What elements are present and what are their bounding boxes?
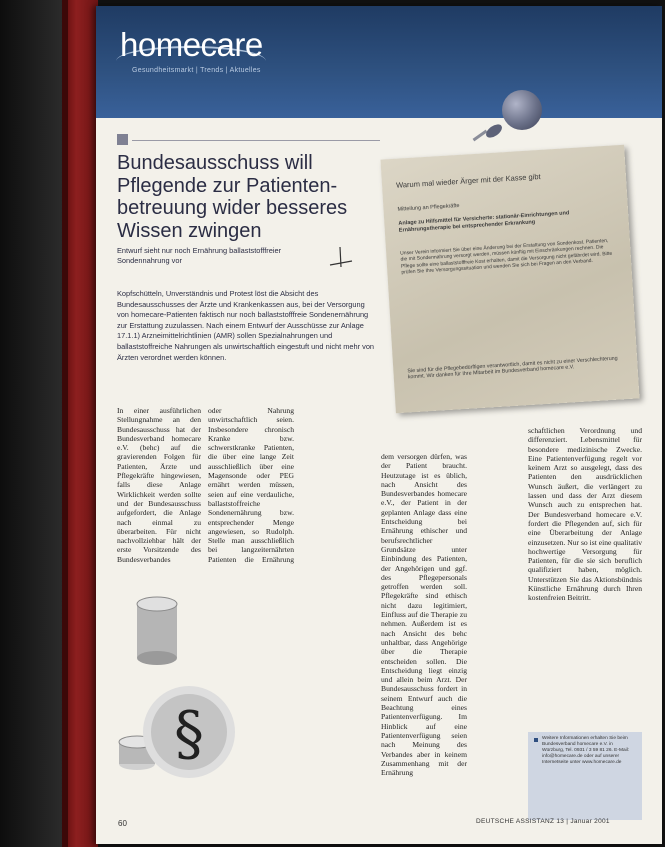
info-box-marker	[534, 738, 538, 742]
header-banner	[96, 6, 662, 118]
article-intro: Kopfschütteln, Unverständnis und Protest löst die Absicht des Bundesausschusses der Ärzte und Krankenkassen aus, bei der Versorgung von homecare-Patienten faktisch nur noch ballaststofffreie Sondenernährung zur Erstattung zuzulassen. Nach einem Entwurf der Ausschüsse zur Anlage 17.1.1) Arzneimittelrichtlinien (AMR) sollen Spezialnahrungen und ballaststoffreiche Nahrungen als unwirtschaftlich eingestuft und nicht mehr von Ärzten verordnet werden können.	[117, 289, 375, 362]
note-text: Unser Verein informiert Sie über eine Änderung bei der Erstattung von Sondenkost. Patienten, die mit Sondennahrung versorgt werden, müssen künftig mit Einschränkungen rechnen. Die Pflege sollte eine ballaststofffreie Kost erhalten, damit die Versorgung nicht gefährdet wird. Bitte prüfen Sie Ihre Versorgungssituation und wenden Sie sich bei Fragen an den Verband.	[400, 237, 613, 276]
homecare-logo: homecare	[120, 26, 263, 63]
section-rule	[132, 140, 380, 141]
journal-footer: DEUTSCHE ASSISTANZ 13 | Januar 2001	[476, 818, 610, 825]
note-title: Warum mal wieder Ärger mit der Kasse gibt	[395, 171, 541, 190]
note-small: Mitteilung an Pflegekräfte	[397, 202, 460, 213]
article-subtitle: Entwurf sieht nur noch Ernährung ballaststofffreier Sondennahrung vor	[117, 246, 282, 265]
coins-paragraph-illustration	[117, 564, 303, 814]
signature-mark	[328, 245, 354, 269]
svg-text:§: §	[174, 699, 204, 769]
body-column-1: In einer ausführlichen Stellungnahme an den Bundesausschuss hat der Bundesverband homecare e.V. (behc) auf die gravierenden Folgen für Patienten, Ärzte und Pflegekräfte hingewiesen, falls diese Anlage Wirklichkeit werden sollte und der Bundesausschuss aufgefordert, die Anlage nach einmal zu überarbeiten. Für nicht nachvollziehbar hält der erste Vorsitzende des Bundesverbandes	[117, 406, 201, 564]
pinned-note	[380, 145, 639, 413]
header-tagline: Gesundheitsmarkt | Trends | Aktuelles	[132, 67, 261, 74]
note-footer: Sie sind für die Pflegebedürftigen verantwortlich, damit es nicht zu einer Verschlechterung kommt. Wir danken für Ihre Mitarbeit im Bundesverband homecare e.V.	[407, 355, 618, 381]
section-marker	[117, 134, 128, 145]
page-number: 60	[118, 819, 127, 828]
info-box	[528, 732, 642, 820]
magazine-page	[96, 6, 662, 844]
body-column-3: dem versorgen dürfen, was der Patient braucht. Heutzutage ist es üblich, nach Ansicht des Bundesverbandes homecare e.V., der Patient in der geplanten Anlage dass eine Entscheidung bei Ernährung ethischer und berufsrechtlicher Grundsätze unter Einbindung des Patienten, der Angehörigen und ggf. des Pflegepersonals getroffen werden soll. Pflegekräfte sind ethisch nicht dazu legitimiert, Einfluss auf die Therapie zu nehmen. Außerdem ist es nach Ansicht des behc unhaltbar, dass Angehörige über die Therapie entscheiden sollen. Die Entscheidung liegt einzig und allein beim Arzt. Der Bundesausschuss fordert in seinem Entwurf auch die Beachtung eines Patientenverfügung. Im Hinblick auf eine Patientenverfügung seien nach Meinung des Verbandes aber in keinem Zusammenhang mit der Ernährung	[381, 452, 467, 778]
body-column-4: schaftlichen Verordnung und differenziert. Lebensmittel für besondere medizinische Zwecke. Eine Patientenverfügung regelt vor keinem Arzt so ausgelegt, dass des Patienten den ausdrücklichen Wunsch äußert, die verlängert zu lassen und dass der Arzt diesem Wunsch auch zu entsprechen hat. Der Bundesverband homecare e.V. fordert die Pflegenden auf, sich für eine Überarbeitung der Anlage einzusetzen. Nur so ist eine qualitativ hochwertige Versorgung für Patienten, für die sie sich beruflich qualifiziert haben, möglich. Unterstützen Sie das Aktionsbündnis Künstliche Ernährung durch Ihren kostenfreien Beitritt.	[528, 426, 642, 603]
body-column-2: oder Nahrung unwirtschaftlich seien. Insbesondere chronisch Kranke bzw. schwerstkranke Patienten, die über eine lange Zeit ausschließlich über eine Magensonde oder PEG ernährt werden müssen, seien auf eine verdauliche, ballaststoffreiche Sondenernährung bzw. entsprechender Menge angewiesen, so Rudolph. Stelle man ausschließlich bei langzeiternährten Patienten die Ernährung	[208, 406, 294, 564]
info-box-text: Weitere Informationen erhalten Sie beim Bundesverband homecare e.V. in Würzburg, Tel. 0931 / 3 59 81 26. E-Mail: info@homecare.de oder auf unserer Internetseite unter www.homecare.de	[542, 736, 630, 765]
note-bold: Anlage zu Hilfsmittel für Versicherte: stationär-Einrichtungen und Ernährungstherapie bei entsprechender Erkrankung	[398, 210, 570, 234]
red-binder-spine	[62, 0, 98, 847]
pushpin-icon	[502, 90, 542, 130]
pushpin-neck	[484, 122, 504, 141]
article-title: Bundesausschuss will Pflegende zur Patientenbetreuung wider besseres Wissen zwingen	[117, 152, 348, 242]
